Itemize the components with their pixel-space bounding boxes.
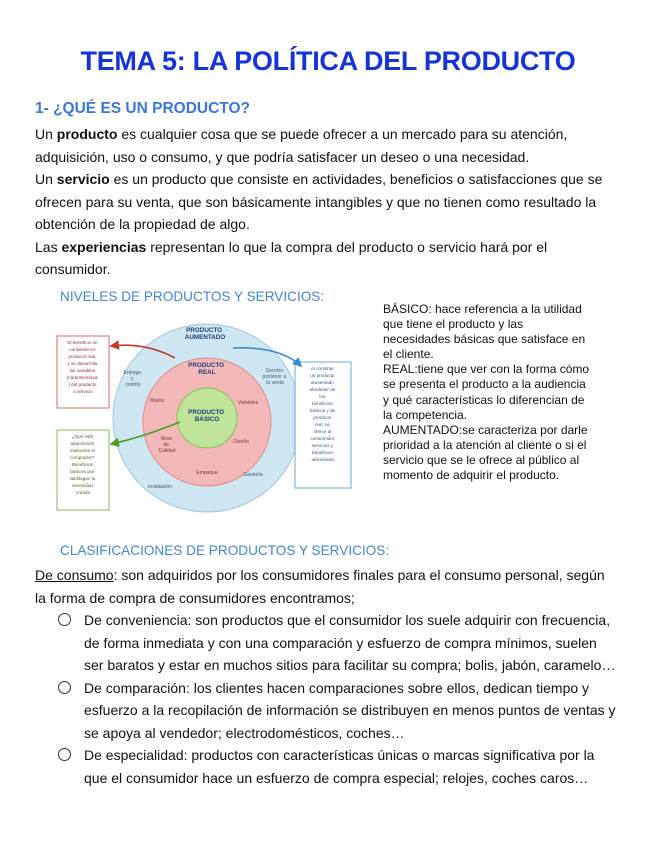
circle-bullet-icon (58, 748, 71, 761)
svg-text:Variables: Variables (237, 400, 259, 406)
list-item: De conveniencia: son productos que el consumidor los suele adquirir con frecuencia, de forma inmediata y con una comparación y esfuerzo de compra mínimos, suelen ser baratos y estar en muchos sitios para facilitar su compra; bolis, jabón, caramelo… (58, 609, 633, 677)
svg-text:¿Qué está adquiriendo: ¿Qué está adquiriendo realmente el comprador? Beneficios básicos que satisfagan la necesidad creada (69, 434, 96, 495)
svg-text:Garantía: Garantía (243, 472, 263, 478)
circle-bullet-icon (58, 681, 71, 694)
consumo-types-list (58, 609, 633, 789)
svg-text:PRODUCTO BÁSICO: PRODUCTO BÁSICO (188, 409, 225, 423)
product-levels-diagram (55, 318, 367, 516)
circle-bullet-icon (58, 613, 71, 626)
svg-text:Nivel de Calidad: Nivel de Calidad (158, 436, 176, 454)
term-de-consumo: De consumo (35, 567, 114, 583)
svg-text:PRODUCTO AUMENTADO: PRODUCTO AUMENTADO (184, 327, 226, 341)
svg-text:Empaque: Empaque (196, 470, 218, 476)
svg-text:Marca: Marca (150, 398, 164, 404)
section-heading-que-es-producto: 1- ¿QUÉ ES UN PRODUCTO? (35, 100, 251, 117)
term-servicio: servicio (56, 171, 110, 187)
page-title: TEMA 5: LA POLÍTICA DEL PRODUCTO (80, 46, 576, 76)
subheading-niveles: NIVELES DE PRODUCTOS Y SERVICIOS: (60, 289, 325, 304)
svg-text:PRODUCTO REAL: PRODUCTO REAL (188, 362, 225, 376)
list-item: De especialidad: productos con características únicas o marcas significativa por la que el consumidor hace un esfuerzo de compra especial; relojes, coches caros… (58, 744, 633, 789)
svg-text:Entrega y crédito: Entrega y crédito (123, 370, 142, 388)
svg-text:Al construir un producto: Al construir un producto aumentado alrededor de los beneficios básicos y de producto real, se ofrece al consumidor servicios y beneficios adicionales (309, 366, 336, 462)
subheading-clasificaciones: CLASIFICACIONES DE PRODUCTOS Y SERVICIOS: (60, 543, 390, 558)
paragraph-consumo: De consumo: son adquiridos por los consumidores finales para el consumo personal, según la forma de compra de consumidores encontramos; (35, 567, 605, 606)
term-producto: producto (56, 126, 118, 142)
paragraph-producto: Un producto es cualquier cosa que se puede ofrecer a un mercado para su atención, adquisición, uso o consumo, y que podría satisfacer un deseo o una necesidad. Un servicio es un producto que consiste en actividades, beneficios o satisfacciones que se ofrecen para su venta, que son básicamente intangibles y que no tienen como resultado la obtención de la propiedad de algo. Las experiencias representan lo que la compra del producto o servicio hará por el consumidor. (35, 126, 603, 277)
levels-description: BÁSICO: hace referencia a la utilidad que tiene el producto y las necesidades básicas que satisface en el cliente. REAL:tiene que ver con la forma cómo se presenta el producto a la audiencia y qué características lo diferencian de la competencia. AUMENTADO:se caracteriza por darle prioridad a la atención al cliente o si el servicio que se le ofrece al público al momento de adquirir el producto. (383, 302, 590, 483)
term-experiencias: experiencias (61, 238, 147, 255)
svg-text:Diseño: Diseño (233, 439, 249, 445)
svg-text:Instalación: Instalación (148, 484, 172, 490)
list-item: De comparación: los clientes hacen comparaciones sobre ellos, dedican tiempo y esfuerzo a la recopilación de información se distribuyen en menos puntos de ventas y se apoya al vendedor; electrodomésticos, coches… (58, 677, 633, 745)
svg-text:Servicio posterior a l: Servicio posterior a la venta (262, 368, 287, 386)
svg-text:El beneficio se consiente: El beneficio se consiente en producto real, y se desarrolla las variables (características ) del producto o servicio (66, 340, 98, 394)
